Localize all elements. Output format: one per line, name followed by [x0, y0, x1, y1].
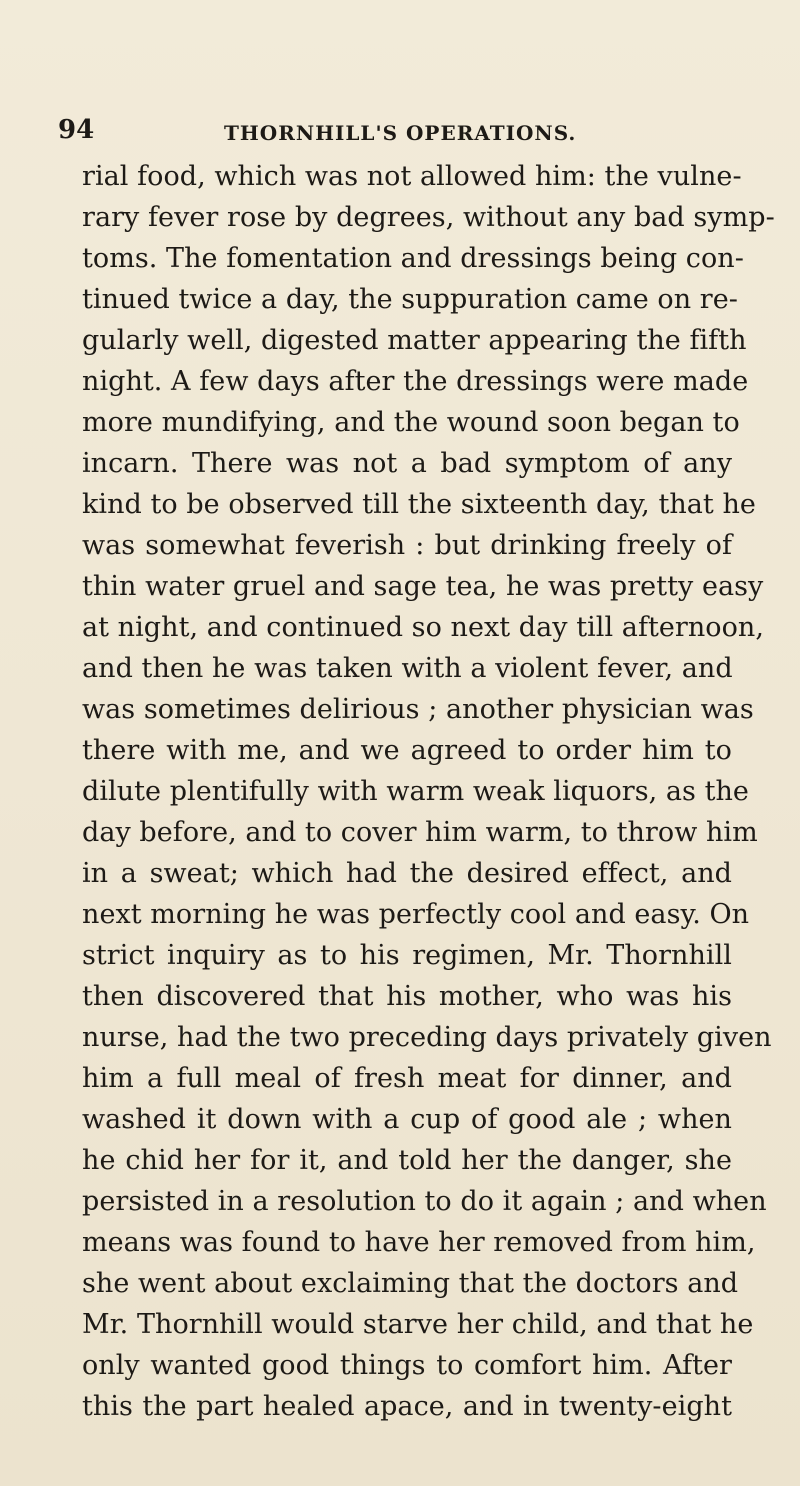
- text-line: then discovered that his mother, who was his: [82, 981, 732, 1012]
- text-line: only wanted good things to comfort him. After: [82, 1350, 732, 1381]
- text-line: kind to be observed till the sixteenth day, that he: [82, 489, 756, 520]
- text-line: gularly well, digested matter appearing the fifth: [82, 325, 747, 356]
- text-line: and then he was taken with a violent fever, and: [82, 653, 733, 684]
- text-line: dilute plentifully with warm weak liquors, as the: [82, 776, 749, 807]
- text-line: tinued twice a day, the suppuration came on re-: [82, 284, 738, 315]
- page-header: [58, 115, 758, 155]
- text-line: more mundifying, and the wound soon began to: [82, 407, 740, 438]
- text-line: incarn. There was not a bad symptom of any: [82, 448, 732, 479]
- text-line: he chid her for it, and told her the danger, she: [82, 1145, 732, 1176]
- body-text: [82, 156, 775, 1427]
- text-line: him a full meal of fresh meat for dinner, and: [82, 1063, 732, 1094]
- page-number: 94: [58, 115, 95, 145]
- text-line: day before, and to cover him warm, to throw him: [82, 817, 758, 848]
- text-line: was sometimes delirious ; another physician was: [82, 694, 754, 725]
- text-line: was somewhat feverish : but drinking freely of: [82, 530, 732, 561]
- text-line: nurse, had the two preceding days privately given: [82, 1022, 772, 1053]
- text-line: strict inquiry as to his regimen, Mr. Thornhill: [82, 940, 732, 971]
- text-line: washed it down with a cup of good ale ; when: [82, 1104, 732, 1135]
- text-line: Mr. Thornhill would starve her child, and that he: [82, 1309, 754, 1340]
- text-line: persisted in a resolution to do it again ; and when: [82, 1186, 767, 1217]
- text-line: means was found to have her removed from him,: [82, 1227, 756, 1258]
- text-line: at night, and continued so next day till afternoon,: [82, 612, 764, 643]
- text-line: rary fever rose by degrees, without any bad symp-: [82, 202, 775, 233]
- text-line: rial food, which was not allowed him: the vulne-: [82, 161, 742, 192]
- text-line: she went about exclaiming that the doctors and: [82, 1268, 739, 1299]
- text-line: thin water gruel and sage tea, he was pretty easy: [82, 571, 764, 602]
- text-line: toms. The fomentation and dressings being con-: [82, 243, 744, 274]
- text-line: this the part healed apace, and in twenty-eight: [82, 1391, 732, 1422]
- text-line: there with me, and we agreed to order him to: [82, 735, 732, 766]
- text-line: next morning he was perfectly cool and easy. On: [82, 899, 750, 930]
- text-line: in a sweat; which had the desired effect, and: [82, 858, 732, 889]
- text-line: night. A few days after the dressings were made: [82, 366, 749, 397]
- running-head: THORNHILL'S OPERATIONS.: [224, 121, 577, 145]
